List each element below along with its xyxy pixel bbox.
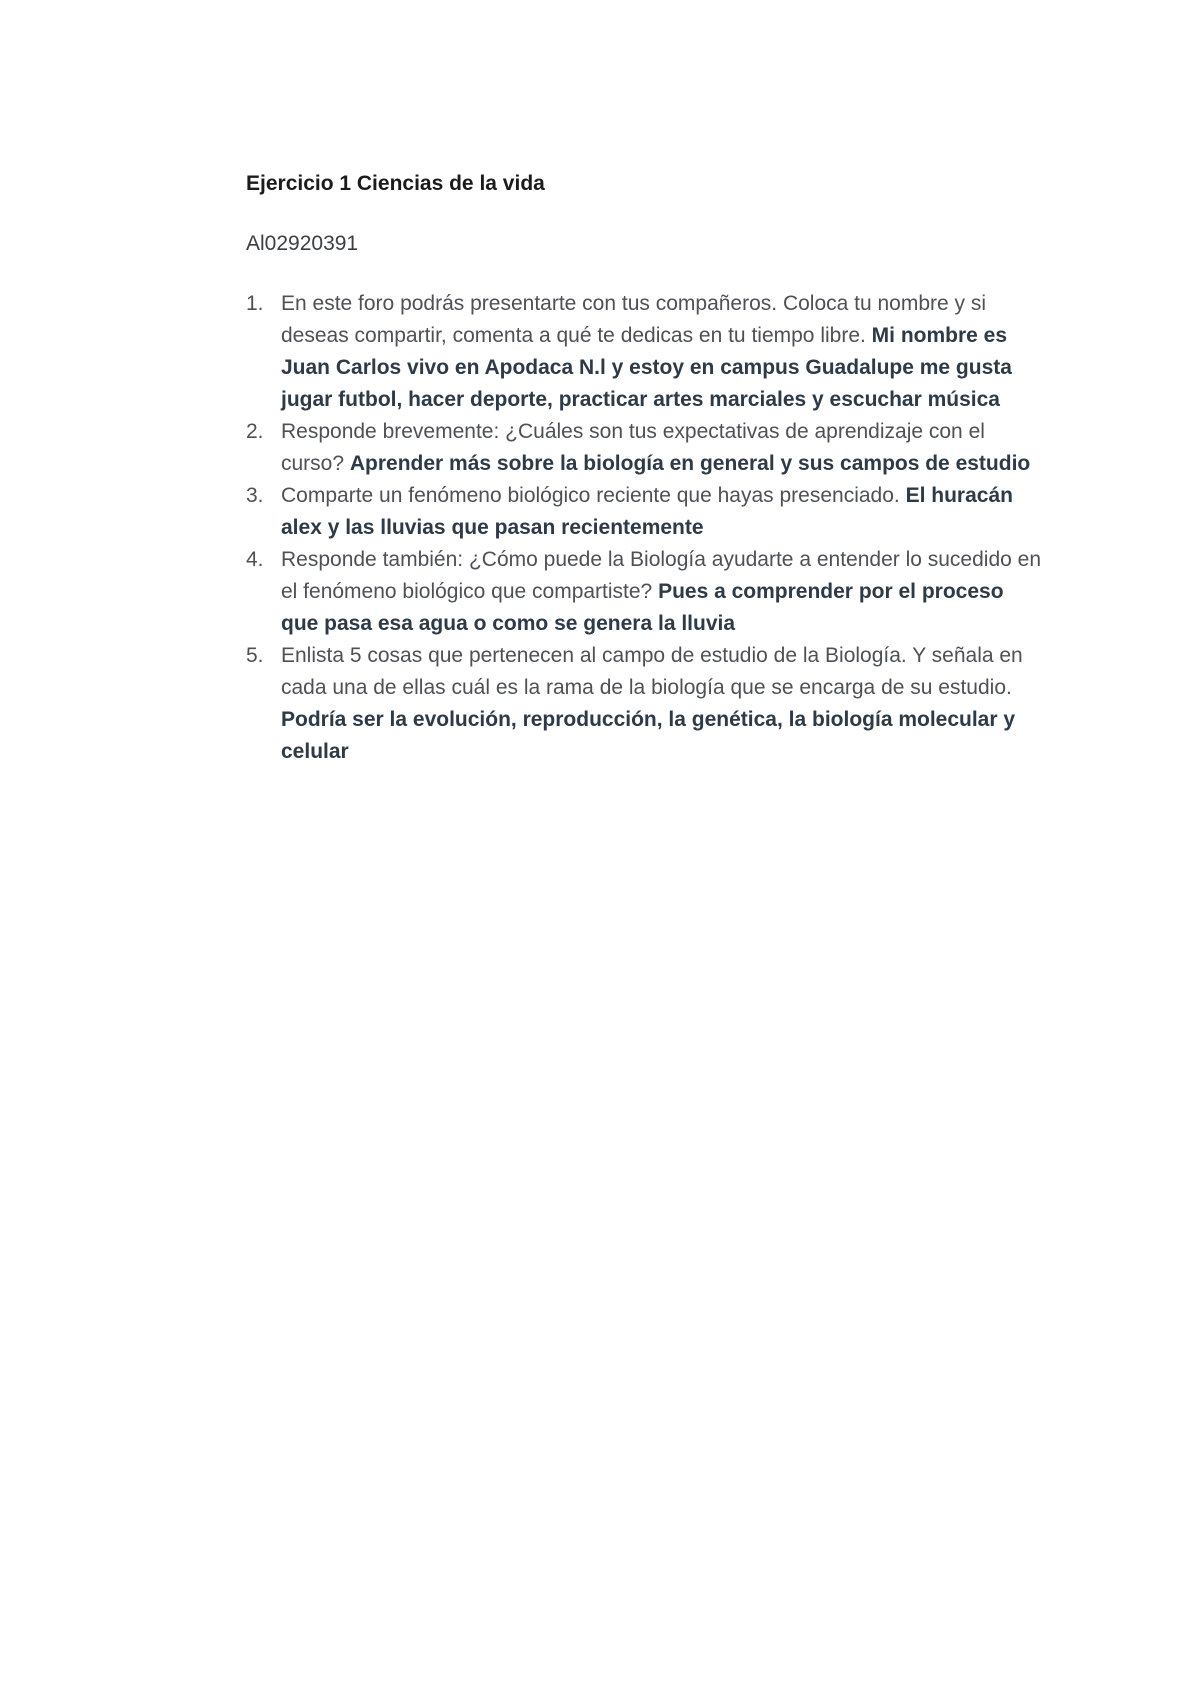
question-number: 2. — [246, 420, 264, 443]
question-list — [246, 288, 1046, 768]
question-number: 3. — [246, 484, 264, 507]
question-item-1 — [246, 288, 1046, 416]
question-number: 4. — [246, 548, 264, 571]
question-answer: Pues a comprender por el proceso que pasa esa agua o como se genera la lluvia — [281, 580, 1004, 635]
document-title: Ejercicio 1 Ciencias de la vida — [246, 172, 545, 195]
question-item-2 — [246, 416, 1046, 480]
question-answer: El huracán alex y las lluvias que pasan recientemente — [281, 484, 1013, 539]
document-content — [246, 168, 1046, 768]
student-id: Al02920391 — [246, 232, 359, 255]
question-prompt: En este foro podrás presentarte con tus compañeros. Coloca tu nombre y si deseas compartir, comenta a qué te dedicas en tu tiempo libre. — [281, 292, 987, 347]
question-prompt: Enlista 5 cosas que pertenecen al campo de estudio de la Biología. Y señala en cada una de ellas cuál es la rama de la biología que se encarga de su estudio. — [281, 644, 1023, 699]
question-item-5 — [246, 640, 1046, 768]
question-answer: Mi nombre es Juan Carlos vivo en Apodaca N.l y estoy en campus Guadalupe me gusta jugar futbol, hacer deporte, practicar artes marciales y escuchar música — [281, 324, 1012, 411]
question-answer: Aprender más sobre la biología en general y sus campos de estudio — [349, 452, 1031, 475]
question-answer: Podría ser la evolución, reproducción, la genética, la biología molecular y celular — [281, 708, 1016, 763]
question-prompt: Responde brevemente: ¿Cuáles son tus expectativas de aprendizaje con el curso? — [281, 420, 985, 475]
question-item-3 — [246, 480, 1046, 544]
question-item-4 — [246, 544, 1046, 640]
question-prompt: Comparte un fenómeno biológico reciente que hayas presenciado. — [281, 484, 906, 507]
question-number: 5. — [246, 644, 264, 667]
question-prompt: Responde también: ¿Cómo puede la Biología ayudarte a entender lo sucedido en el fenómeno biológico que compartiste? — [281, 548, 1042, 603]
question-number: 1. — [246, 292, 264, 315]
